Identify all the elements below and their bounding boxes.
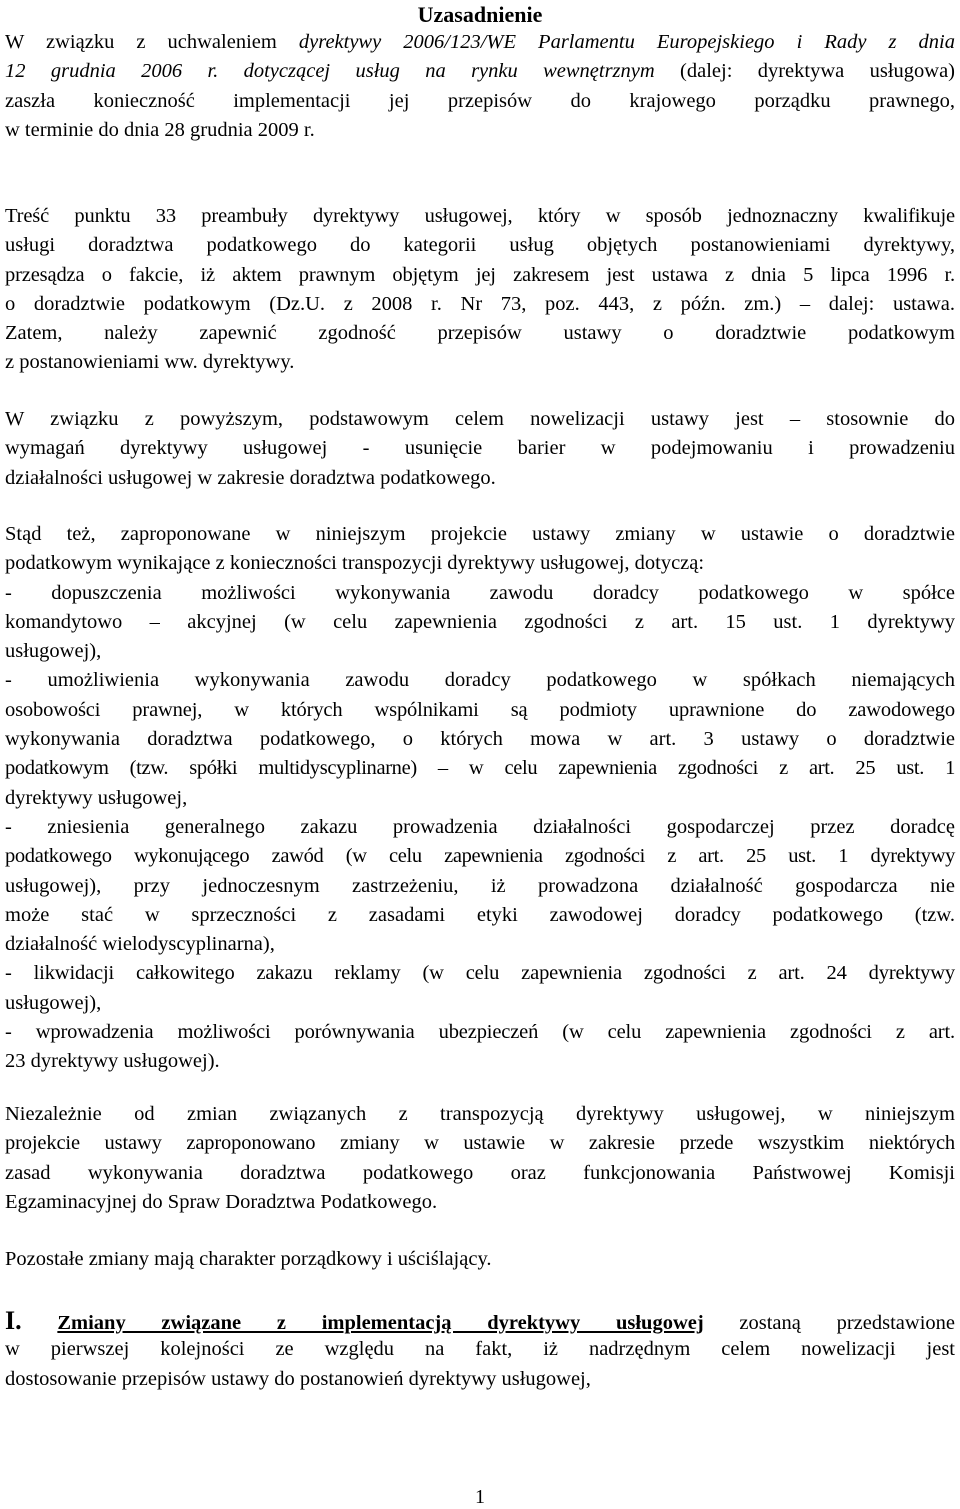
paragraph-intro xyxy=(5,28,955,145)
text-run: w terminie do dnia 28 grudnia 2009 r. xyxy=(5,118,315,141)
text-line: zasad wykonywania doradztwa podatkowego oraz funkcjonowania Państwowej Komisji xyxy=(5,1161,955,1184)
text-run: W związku z uchwaleniem xyxy=(5,31,299,53)
text-line: o doradztwie podatkowym (Dz.U. z 2008 r. Nr 73, poz. 443, z późn. zm.) – dalej: ustawa. xyxy=(5,292,955,315)
text-line: działalność wielodyscyplinarna), xyxy=(5,933,275,956)
text-line: usługi doradztwa podatkowego do kategorii usług objętych postanowieniami dyrektywy, xyxy=(5,234,955,257)
list-item: - umożliwienia wykonywania zawodu doradcy podatkowego w spółkach niemających xyxy=(5,669,955,692)
text-line: dyrektywy usługowej, xyxy=(5,786,188,809)
document-title: Uzasadnienie xyxy=(417,2,543,27)
text-line: z postanowieniami ww. dyrektywy. xyxy=(5,351,295,374)
text-run: zostaną przedstawione xyxy=(703,1312,955,1334)
text-line: podatkowego wykonującego zawód (w celu zapewnienia zgodności z art. 25 ust. 1 dyrektywy xyxy=(5,845,955,868)
text-line: działalności usługowej w zakresie doradztwa podatkowego. xyxy=(5,466,496,489)
paragraph-other-changes xyxy=(5,1100,955,1217)
text-line xyxy=(5,28,955,57)
text-line: może stać w sprzeczności z zasadami etyki zawodowej doradcy podatkowego (tzw. xyxy=(5,903,955,926)
section-numeral: I. xyxy=(5,1306,22,1335)
text-line: W związku z powyższym, podstawowym celem nowelizacji ustawy jest – stosownie do xyxy=(5,408,955,430)
text-line: Stąd też, zaproponowane w niniejszym projekcie ustawy zmiany w ustawie o doradztwie xyxy=(5,523,955,545)
text-line: 23 dyrektywy usługowej). xyxy=(5,1050,220,1073)
paragraph-preamble xyxy=(5,202,955,378)
text-line: Niezależnie od zmian związanych z transpozycją dyrektywy usługowej, w niniejszym xyxy=(5,1103,955,1125)
text-line: Zatem, należy zapewnić zgodność przepisów ustawy o doradztwie podatkowym xyxy=(5,322,955,345)
text-line: przesądza o fakcie, iż aktem prawnym objętym jej zakresem jest ustawa z dnia 5 lipca 1996 r. xyxy=(5,263,955,286)
text-line: projekcie ustawy zaproponowano zmiany w ustawie w zakresie przede wszystkim niektórych xyxy=(5,1132,955,1155)
text-run-italic: 12 grudnia 2006 r. dotyczącej usług na rynku wewnętrznym xyxy=(5,60,655,83)
text-line: wykonywania doradztwa podatkowego, o których mowa w art. 3 ustawy o doradztwie xyxy=(5,728,955,751)
text-run: zaszła konieczność implementacji jej przepisów do krajowego porządku prawnego, xyxy=(5,89,955,112)
text-run: (dalej: dyrektywa usługowa) xyxy=(654,60,955,83)
text-line: usługowej), xyxy=(5,991,102,1014)
text-line xyxy=(5,87,955,116)
text-line: Pozostałe zmiany mają charakter porządkowy i uściślający. xyxy=(5,1248,492,1270)
text-run-italic: dyrektywy 2006/123/WE Parlamentu Europejskiego i Rady z dnia xyxy=(298,31,955,53)
text-line: wymagań dyrektywy usługowej - usunięcie barier w podejmowaniu i prowadzeniu xyxy=(5,437,955,460)
list-item: - wprowadzenia możliwości porównywania ubezpieczeń (w celu zapewnienia zgodności z art. xyxy=(5,1021,955,1044)
list-item: - likwidacji całkowitego zakazu reklamy (w celu zapewnienia zgodności z art. 24 dyrektywy xyxy=(5,962,955,985)
text-line: podatkowym wynikające z konieczności transpozycji dyrektywy usługowej, dotyczą: xyxy=(5,552,705,575)
list-item: - dopuszczenia możliwości wykonywania zawodu doradcy podatkowego w spółce xyxy=(5,581,955,604)
text-line: Egzaminacyjnej do Spraw Doradztwa Podatkowego. xyxy=(5,1190,438,1213)
text-line xyxy=(5,1306,955,1335)
text-line: usługowej), xyxy=(5,640,102,663)
section-heading: Zmiany związane z implementacją dyrektywy usługowej xyxy=(57,1312,704,1334)
section-heading-block xyxy=(5,1306,955,1394)
text-line: Treść punktu 33 preambuły dyrektywy usługowej, który w sposób jednoznaczny kwalifikuje xyxy=(5,205,955,227)
text-line: podatkowym (tzw. spółki multidyscyplinarne) – w celu zapewnienia zgodności z art. 25 ust. 1 xyxy=(5,757,955,780)
text-line: osobowości prawnej, w których wspólnikami są podmioty uprawnione do zawodowego xyxy=(5,698,955,721)
list-item: - zniesienia generalnego zakazu prowadzenia działalności gospodarczej przez doradcę xyxy=(5,815,955,838)
paragraph-remaining xyxy=(5,1245,955,1274)
page-number: 1 xyxy=(475,1486,485,1508)
text-line xyxy=(5,57,955,86)
text-line xyxy=(5,116,955,145)
text-line: komandytowo – akcyjnej (w celu zapewnienia zgodności z art. 15 ust. 1 dyrektywy xyxy=(5,610,955,633)
text-line: w pierwszej kolejności ze względu na fakt, iż nadrzędnym celem nowelizacji jest xyxy=(5,1338,955,1361)
paragraph-goal xyxy=(5,405,955,493)
text-line: usługowej), przy jednoczesnym zastrzeżeniu, iż prowadzona działalność gospodarcza nie xyxy=(5,874,955,897)
text-line: dostosowanie przepisów ustawy do postanowień dyrektywy usługowej, xyxy=(5,1367,591,1390)
paragraph-changes-list xyxy=(5,520,955,1077)
